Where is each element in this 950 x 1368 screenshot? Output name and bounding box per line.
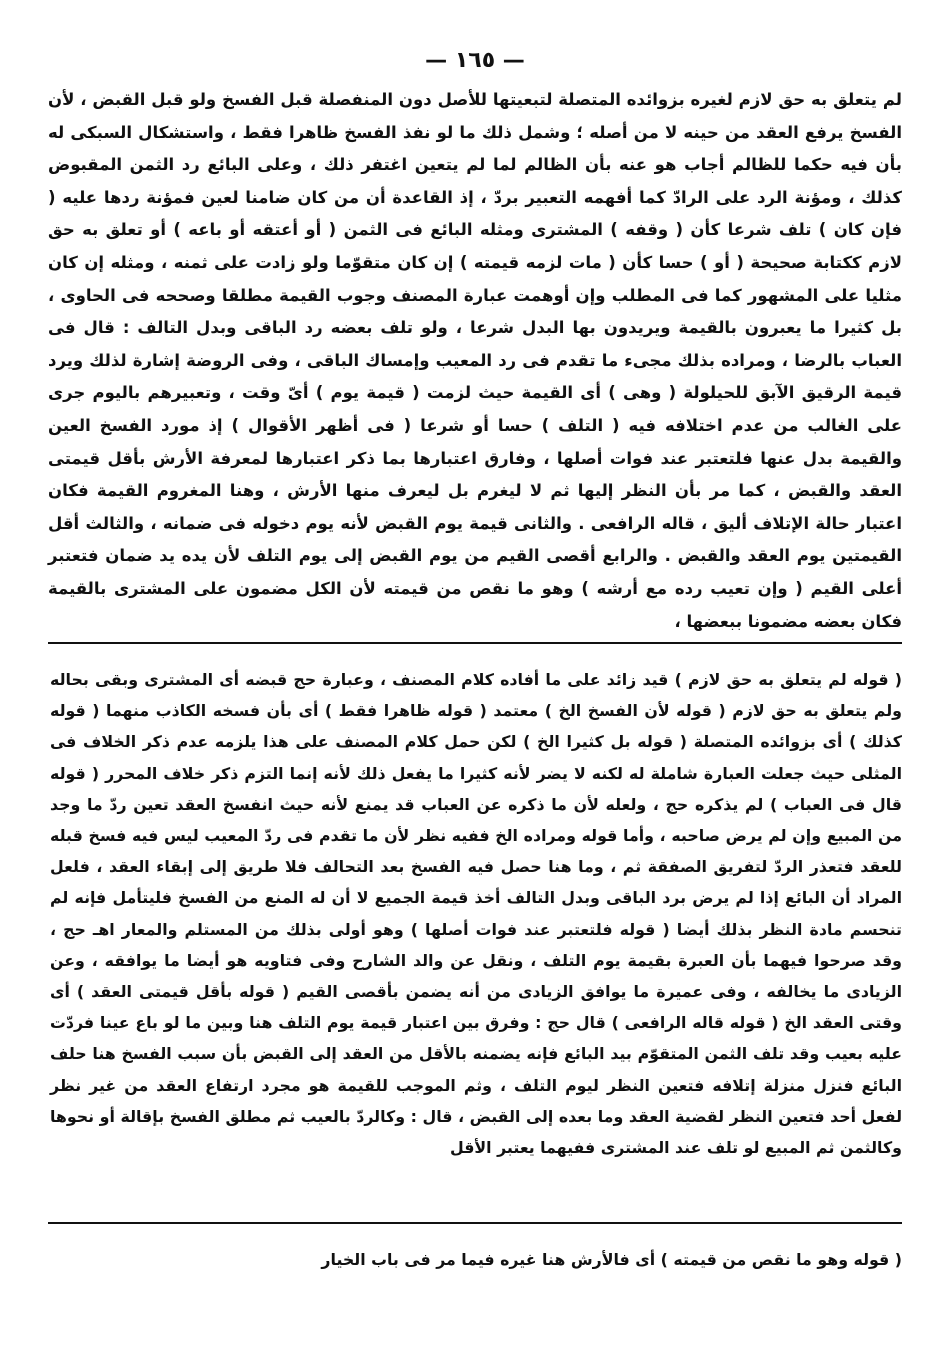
commentary-text: ( قوله لم يتعلق به حق لازم ) قيد زائد على ما أفاده كلام المصنف ، وعبارة حج قبضه أى المشترى وبقى بحاله ولم يتعلق به حق لازم ( قوله لأن الفسخ الخ ) معتمد ( قوله ظاهرا فقط ) أى بأن فسخه الكاذب منهما ( قوله كذلك ) أى بزوائده المتصلة ( قوله بل كثيرا الخ ) لكن حمل كلام المصنف على هذا يلزمه عدم ذكر الخلاف فى المثلى حيث جعلت العبارة شاملة له لكنه لا يضر لأنه كثيرا ما يفعل ذلك لأنه إنما التزم ذكر خلاف المحرر ( قوله قال فى العباب ) لم يذكره حج ، ولعله لأن ما ذكره عن العباب قد يمنع لأنه حيث انفسخ العقد تعين ردّ ما وجد من المبيع وإن لم يرض صاحبه ، وأما قوله ومراده الخ ففيه نظر لأن ما تقدم فى ردّ المعيب ليس فيه فسخ قبله للعقد فتعذر الردّ لتفريق الصفقة ثم ، وما هنا حصل فيه الفسخ بعد التحالف فلا طريق إلى إبقاء العقد ، فلعل المراد أن البائع إذا لم يرض برد الباقى وبدل التالف أخذ قيمة الجميع لا أن له المنع من الفسخ فليتأمل فإنه لم تنحسم مادة النظر بذلك أيضا ( قوله فلتعتبر عند فوات أصلها ) وهو أولى بذلك من المستلم والمعار اهـ حج ، وقد صرحوا فيهما بأن العبرة بقيمة يوم التلف ، ونقل عن والد الشارح وفى فتاويه هو أيضا ما يوافقه ، وعن الزيادى ما يخالفه ، وفى عميرة ما يوافق الزيادى من أنه يضمن بأقصى القيم ( قوله بأقل قيمتى العقد ) أى وقتى العقد الخ ( قوله قاله الرافعى ) قال حج : وفرق بين اعتبار قيمة يوم التلف هنا وبين ما لو باع عينا فردّت عليه بعيب وقد تلف الثمن المتقوّم بيد البائع فإنه يضمنه بالأقل من العقد إلى القبض بأن سبب الفسخ هنا حلف البائع فنزل منزلة إتلافه فتعين النظر ليوم التلف ، وثم الموجب للقيمة هو مجرد ارتفاع العقد من غير نظر لفعل أحد فتعين النظر لقضية العقد وما بعده إلى القبض ، قال : وكالردّ بالعيب ثم مطلق الفسخ بإقالة أو نحوها وكالثمن ثم المبيع لو تلف عند المشترى ففيهما يعتبر الأقل: [50, 670, 902, 1158]
footnote-text: ( قوله وهو ما نقص من قيمته ) أى فالأرش هنا غيره فيما مر فى باب الخيار: [321, 1250, 902, 1269]
page-number: — ١٦٥ —: [425, 48, 525, 73]
main-text-body: لم يتعلق به حق لازم لغيره بزوائده المتصلة لتبعيتها للأصل دون المنفصلة قبل الفسخ ولو قبل القبض ، لأن الفسخ يرفع العقد من حينه لا من أصله ؛ وشمل ذلك ما لو نفذ الفسخ ظاهرا فقط ، واستشكال السبكى له بأن فيه حكما للظالم أجاب هو عنه بأن الظالم لما لم يتعين اغتفر ذلك ، وعلى البائع رد الثمن المقبوض كذلك ، ومؤنة الرد على الرادّ كما أفهمه التعبير بردّ ، إذ القاعدة أن من كان ضامنا لعين فمؤنة ردها عليه ( فإن كان ) تلف شرعا كأن ( وقفه ) المشترى ومثله البائع فى الثمن ( أو أعتقه أو باعه ) أو تعلق به حق لازم ككتابة صحيحة ( أو ) حسا كأن ( مات لزمه قيمته ) إن كان متقوّما ولو زادت على ثمنه ، ومثله إن كان مثليا على المشهور كما فى المطلب وإن أوهمت عبارة المصنف وجوب القيمة مطلقا وصححه فى الحاوى ، بل كثيرا ما يعبرون بالقيمة ويريدون بها البدل شرعا ، ولو تلف بعضه رد الباقى وبدل التالف : قال فى العباب بالرضا ، ومراده بذلك مجىء ما تقدم فى رد المعيب وإمساك الباقى ، وفى الروضة إشارة لذلك ويرد قيمة الرقيق الآبق للحيلولة ( وهى ) أى القيمة حيث لزمت ( قيمة يوم ) أىّ وقت ، وتعبيرهم باليوم جرى على الغالب من عدم اختلافه فيه ( التلف ) حسا أو شرعا ( فى أظهر الأقوال ) إذ مورد الفسخ العين والقيمة بدل عنها فلتعتبر عند فوات أصلها ، وفارق اعتبارها بما ذكر اعتبارها لمعرفة الأرش بأقل قيمتى العقد والقبض ، كما مر بأن النظر إليها ثم لا ليغرم بل ليعرف منها الأرش ، وهنا المغروم القيمة فكان اعتبار حالة الإتلاف أليق ، قاله الرافعى . والثانى قيمة يوم القبض لأنه يوم دخوله فى ضمانه ، والثالث أقل القيمتين يوم العقد والقبض . والرابع أقصى القيم من يوم القبض إلى يوم التلف لأن يده يد ضمان فتعتبر أعلى القيم ( وإن تعيب رده مع أرشه ) وهو ما نقص من قيمته لأن الكل مضمون على المشترى بالقيمة فكان بعضه مضمونا ببعضها ،: [48, 90, 902, 631]
footnote-divider: [48, 1222, 902, 1224]
section-divider: [48, 642, 902, 644]
